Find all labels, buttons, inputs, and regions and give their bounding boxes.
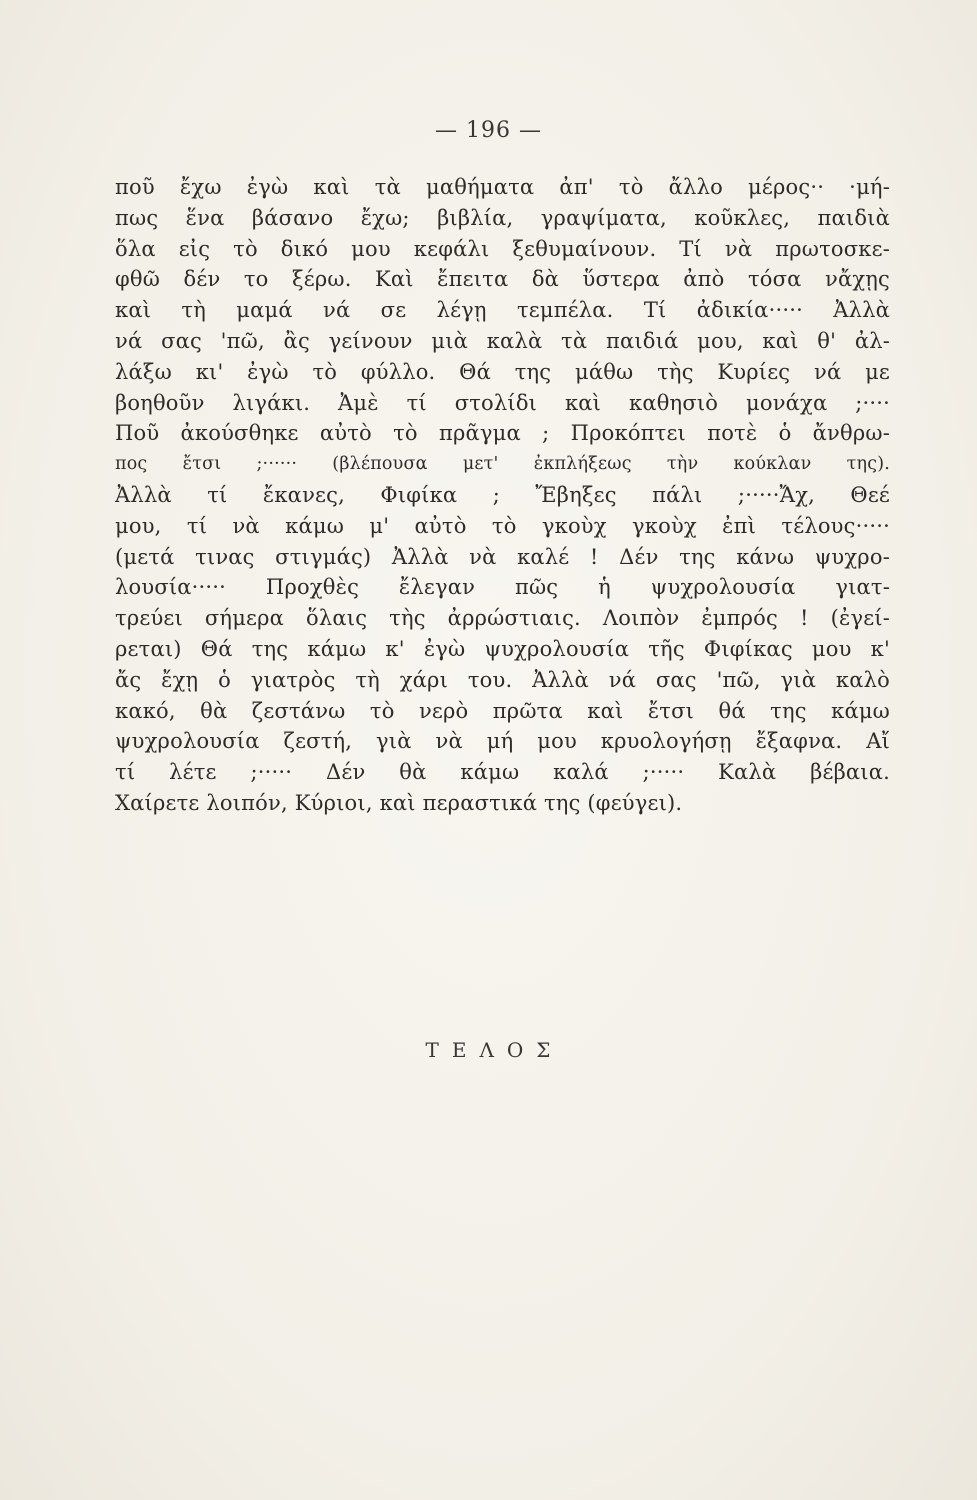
text-line: ἄς ἔχῃ ὁ γιατρὸς τὴ χάρι του. Ἀλλὰ νά σας 'πῶ, γιὰ καλὸ: [115, 667, 890, 692]
text-line: λάξω κι' ἐγὼ τὸ φύλλο. Θά της μάθω τὴς Κυρίες νά με: [115, 359, 890, 384]
text-line: ποῦ ἔχω ἐγὼ καὶ τὰ μαθήματα ἀπ' τὸ ἄλλο μέρος·· ·μή-: [115, 175, 890, 199]
end-mark: ΤΕΛΟΣ: [425, 1038, 564, 1062]
text-line: φθῶ δέν το ξέρω. Καὶ ἔπειτα δὰ ὕστερα ἀπὸ τόσα νἄχῃς: [115, 267, 890, 292]
text-line: Ἀλλὰ τί ἔκανες, Φιφίκα ; Ἔβηξες πάλι ;·····Ἄχ, Θεέ: [115, 482, 890, 507]
text-line: Ποῦ ἀκούσθηκε αὐτὸ τὸ πρᾶγμα ; Προκόπτει ποτὲ ὁ ἄνθρω-: [115, 421, 890, 446]
text-line: μου, τί νὰ κάμω μ' αὐτὸ τὸ γκοὺχ γκοὺχ ἐπὶ τέλους·····: [115, 513, 890, 538]
text-line: βοηθοῦν λιγάκι. Ἀμὲ τί στολίδι καὶ καθησιὸ μονάχα ;····: [115, 390, 890, 415]
text-line: πος ἔτσι ;······ (βλέπουσα μετ' ἐκπλήξεως τὴν κούκλαν της).: [115, 454, 890, 475]
text-line: ρεται) Θά της κάμω κ' ἐγὼ ψυχρολουσία τῆς Φιφίκας μου κ': [115, 636, 890, 661]
text-line: καὶ τὴ μαμά νά σε λέγῃ τεμπέλα. Τί ἀδικία····· Ἀλλὰ: [115, 298, 890, 323]
text-line: πως ἕνα βάσανο ἔχω; βιβλία, γραψίματα, κοῦκλες, παιδιὰ: [115, 205, 890, 230]
text-line: (μετά τινας στιγμάς) Ἀλλὰ νὰ καλέ ! Δέν της κάνω ψυχρο-: [115, 544, 890, 569]
text-line: τρεύει σήμερα ὅλαις τὴς ἀρρώστιαις. Λοιπὸν ἐμπρός ! (ἐγεί-: [115, 606, 890, 631]
text-line: ὅλα εἰς τὸ δικό μου κεφάλι ξεθυμαίνουν. Τί νὰ πρωτοσκε-: [115, 236, 890, 261]
text-line: νά σας 'πῶ, ἂς γείνουν μιὰ καλὰ τὰ παιδιά μου, καὶ θ' ἀλ-: [115, 328, 890, 353]
text-line: Χαίρετε λοιπόν, Κύριοι, καὶ περαστικά της (φεύγει).: [115, 790, 683, 815]
text-line: τί λέτε ;····· Δέν θὰ κάμω καλά ;····· Καλὰ βέβαια.: [115, 760, 890, 785]
text-line: λουσία····· Προχθὲς ἔλεγαν πῶς ἡ ψυχρολουσία γιατ-: [115, 575, 890, 600]
text-line: ψυχρολουσία ζεστή, γιὰ νὰ μή μου κρυολογήσῃ ἔξαφνα. Αἴ: [115, 729, 890, 754]
page-number: — 196 —: [435, 118, 542, 143]
text-line: κακό, θὰ ζεστάνω τὸ νερὸ πρῶτα καὶ ἔτσι θά της κάμω: [115, 698, 890, 723]
body-text: [115, 172, 890, 819]
